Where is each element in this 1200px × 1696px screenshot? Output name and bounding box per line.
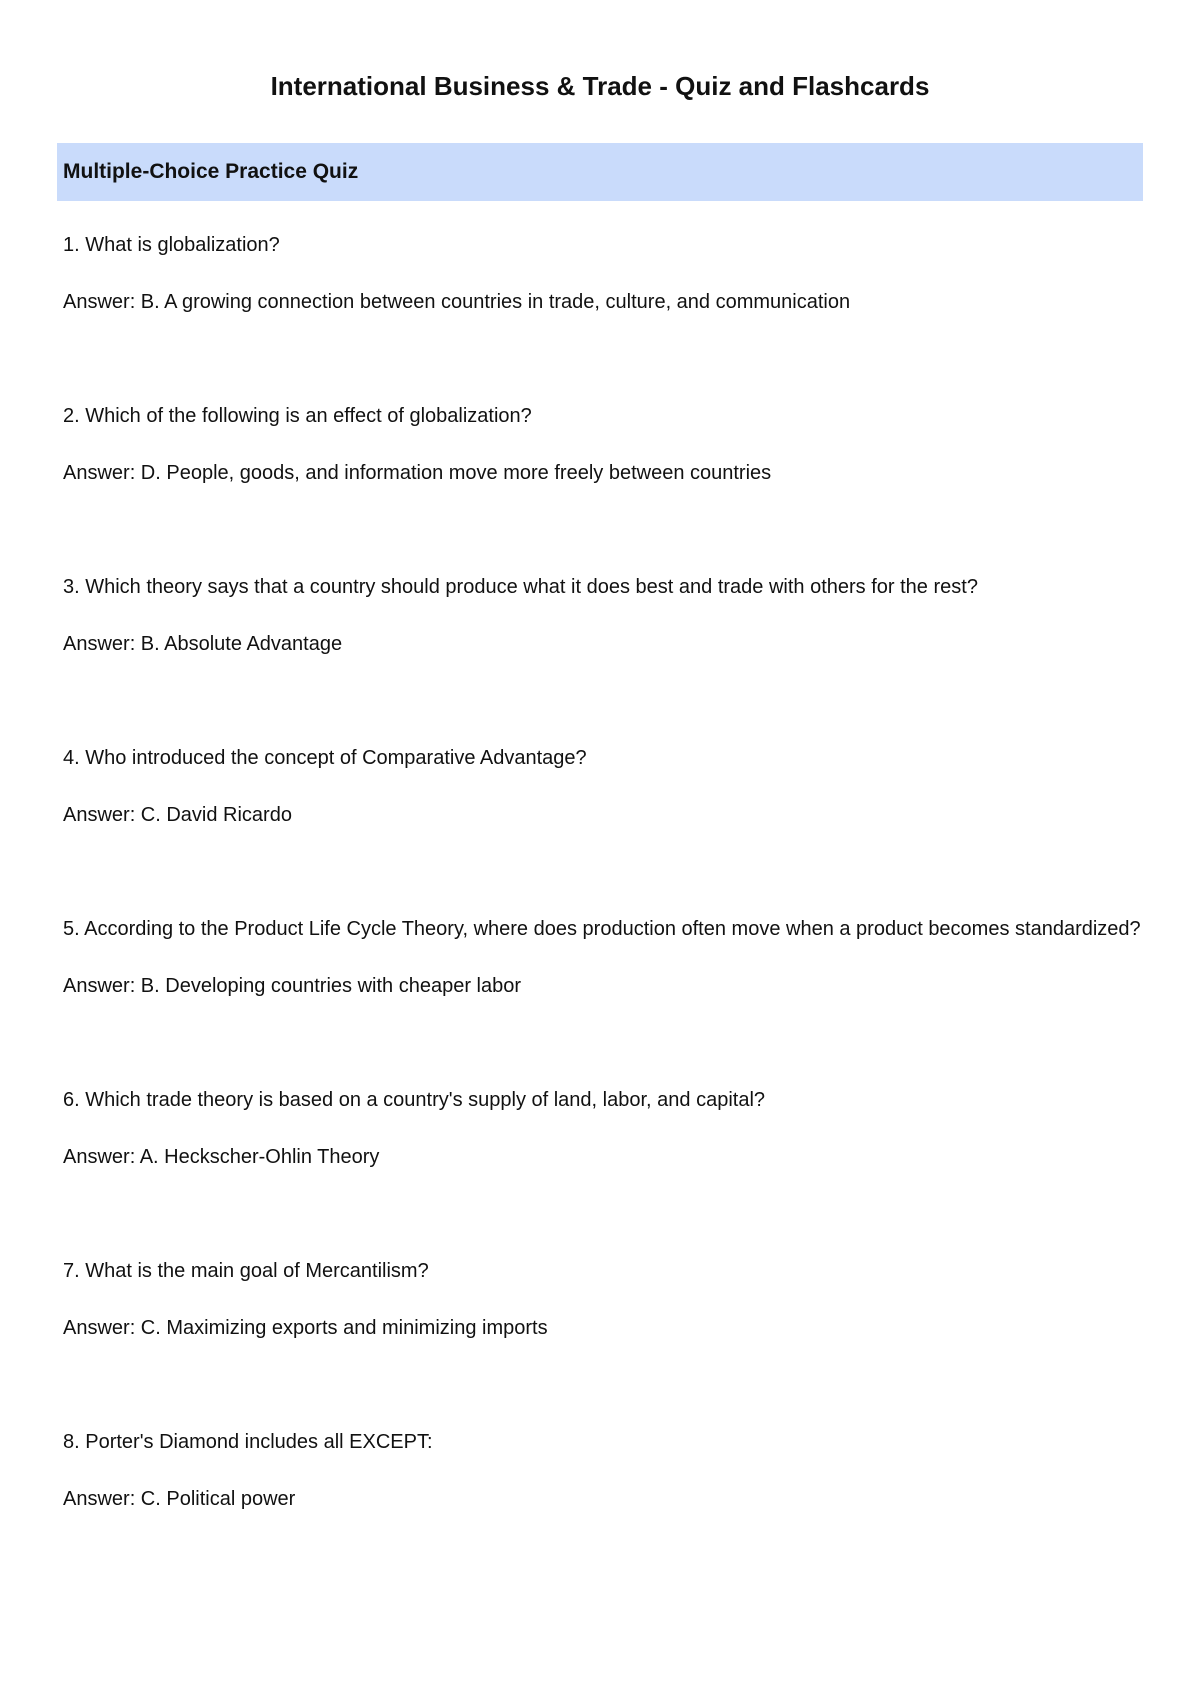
quiz-item <box>57 388 1143 502</box>
question-text: 5. According to the Product Life Cycle Theory, where does production often move when a product becomes standardized? <box>63 918 1141 940</box>
quiz-item <box>57 730 1143 844</box>
question-text: 7. What is the main goal of Mercantilism? <box>63 1260 429 1282</box>
quiz-item <box>57 1072 1143 1186</box>
section-header <box>57 143 1143 201</box>
quiz-item <box>57 1414 1143 1528</box>
answer-text: Answer: C. David Ricardo <box>63 804 292 826</box>
question-text: 8. Porter's Diamond includes all EXCEPT: <box>63 1431 433 1453</box>
question-text: 6. Which trade theory is based on a country's supply of land, labor, and capital? <box>63 1089 766 1111</box>
answer-text: Answer: B. Absolute Advantage <box>63 633 343 655</box>
answer-text: Answer: A. Heckscher-Ohlin Theory <box>63 1146 380 1168</box>
answer-text: Answer: B. A growing connection between countries in trade, culture, and communication <box>63 291 851 313</box>
question-text: 1. What is globalization? <box>63 234 280 256</box>
quiz-item <box>57 1243 1143 1357</box>
quiz-item <box>57 559 1143 673</box>
quiz-item <box>57 901 1143 1015</box>
question-text: 3. Which theory says that a country should produce what it does best and trade with others for the rest? <box>63 576 978 598</box>
question-text: 2. Which of the following is an effect of globalization? <box>63 405 532 427</box>
section-title: Multiple-Choice Practice Quiz <box>63 160 359 183</box>
answer-text: Answer: D. People, goods, and information move more freely between countries <box>63 462 772 484</box>
answer-text: Answer: C. Maximizing exports and minimizing imports <box>63 1317 548 1339</box>
quiz-list <box>57 217 1143 1528</box>
document-title: International Business & Trade - Quiz and Flashcards <box>270 71 930 101</box>
quiz-item <box>57 217 1143 331</box>
answer-text: Answer: B. Developing countries with cheaper labor <box>63 975 522 997</box>
answer-text: Answer: C. Political power <box>63 1488 296 1510</box>
question-text: 4. Who introduced the concept of Comparative Advantage? <box>63 747 587 769</box>
